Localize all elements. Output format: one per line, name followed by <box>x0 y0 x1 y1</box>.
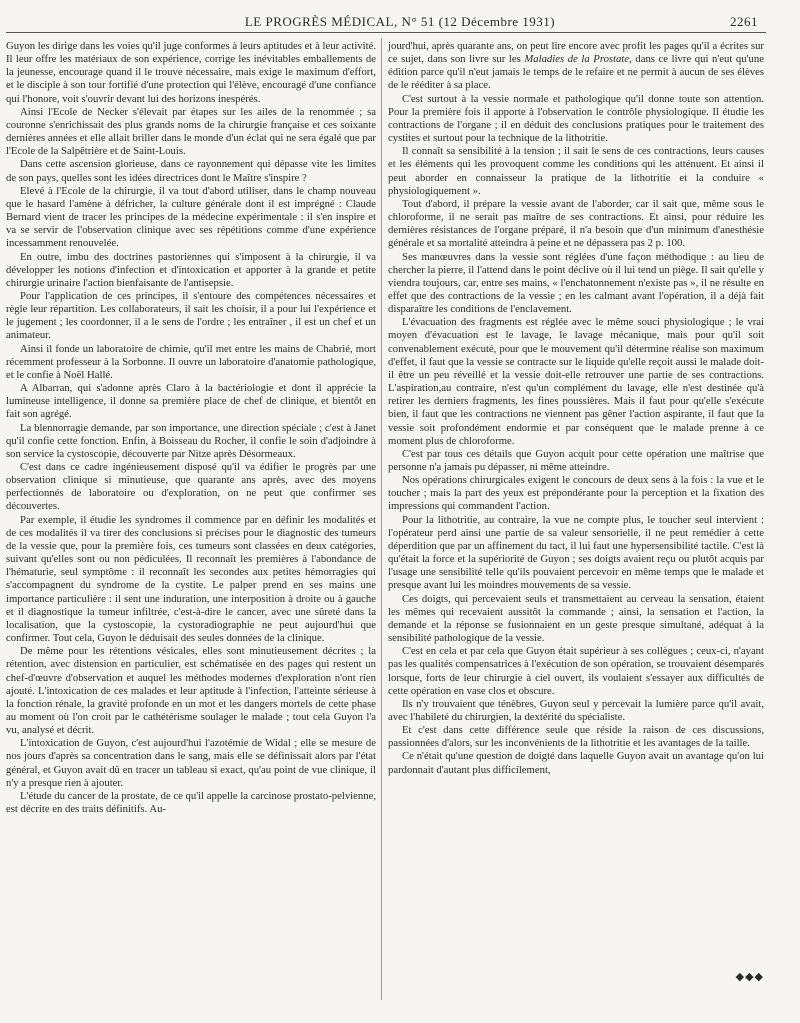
column-divider <box>381 38 382 1000</box>
end-ornament: ◆◆◆ <box>735 971 764 983</box>
paragraph: En outre, imbu des doctrines pastoriennes qui s'imposent à la chirurgie, il va développer les notions d'infection et d'intoxication et apporter à la grande et petite chirurgie urinaire l'action bienfaisante de l'antisepsie. <box>6 250 376 289</box>
paragraph: Nos opérations chirurgicales exigent le concours de deux sens à la fois : la vue et le toucher ; mais la part des yeux est prépondérante pour la perception et la fixation des impressions qui commandent l'action. <box>388 474 764 513</box>
page-number: 2261 <box>730 14 758 29</box>
paragraph: De même pour les rétentions vésicales, elles sont minutieusement décrites ; la rétention, avec distension en particulier, est schématisée en des pages qui restent un chef-d'œuvre d'observation et auquel les méthodes modernes d'exploration n'ont rien ajouté. L'intoxication de ces malades et leur aptitude à l'infection, l'atteinte sérieuse à la fonction rénale, la gravité profonde en un mot et les dangers mortels de cette phase au moment où l'on croit par le cathétérisme soulager le malade ; tout cela Guyon l'a vu, analysé et décrit. <box>6 645 376 737</box>
left-column <box>6 40 376 816</box>
paragraph: Guyon les dirige dans les voies qu'il juge conformes à leurs aptitudes et à leur activité. Il leur offre les matériaux de son expérience, corrige les inévitables emballements de la jeunesse, encourage quand il le trouve nécessaire, mais exige le maximum d'effort, et le disciple à son tour fortifié d'une protection qui l'élève, encouragé d'une confiance qui l'honore, voit s'ouvrir devant lui des horizons inespérés. <box>6 40 376 105</box>
text-run: , dans ce livre qui n'eut qu'une édition parce qu'il n'eut jamais le temps de le refaire et ne permit à aucun de ses élèves de le rééditer à sa place. <box>388 53 764 92</box>
paragraph: L'évacuation des fragments est réglée avec le même souci physiologique ; le vrai moyen d'évacuation est le lavage, le lavage mécanique, mais pour qu'il soit convenablement exécuté, pour que le mouvement qu'il détermine réalise son maximum d'effet, il faut que la vessie se contracte sur le liquide qu'elle reçoit aussi le malade doit-il être un peu réveillé et la vessie doit-elle retrouver une partie de ses contractions. L'aspiration,au contraire, n'est qu'un complément du lavage, elle n'est destinée qu'à retirer les derniers fragments, les fines poussières. Mais il faut pour qu'elle s'exécute bien, il faut que les contractions ne viennent pas gêner l'action aspirante, il faut que la vessie soit profondément endormie et par conséquent que le malade prenne à ce moment plus de chloroforme. <box>388 316 764 447</box>
right-column <box>388 40 764 777</box>
text-run: jourd'hui, après quarante ans, on peut lire encore avec profit les pages qu'il a écrites sur ce sujet, dans son livre sur les <box>388 40 764 66</box>
paragraph: Et c'est dans cette différence seule que réside la raison de ces discussions, passionnées d'alors, sur les inconvénients de la lithotritie et les avantages de la taille. <box>388 724 764 750</box>
book-title: Maladies de la Prostate <box>524 53 630 66</box>
paragraph: Tout d'abord, il prépare la vessie avant de l'aborder, car il sait que, même sous le chloroforme, il ne serait pas maître de ses contractions. Et ainsi, pour réduire les dernières résistances de l'organe préparé, il n'a besoin que d'un minimum d'anesthésie générale et sa mortalité atteindra à peine et ne dépassera pas 2 p. 100. <box>388 197 764 250</box>
paragraph: Ces doigts, qui percevaient seuls et transmettaient au cerveau la sensation, étaient les mêmes qui recevaient aussitôt la commande ; ainsi, la sensation et l'action, la demande et la réponse se fusionnaient en un geste presque simultané, adéquat à la sensibilité pathologique de la vessie. <box>388 592 764 645</box>
paragraph: Par exemple, il étudie les syndromes il commence par en définir les modalités et de ces modalités il va tirer des conclusions si précises pour le diagnostic des tumeurs de la vessie que, pour la première fois, ces tumeurs sont classées en deux catégories, suivant qu'elles sont ou non pédiculées. Il reconnaît les premières à l'abondance de l'hématurie, seul symptôme : il reconnaît les secondes aux petites hémorragies qui s'accompagnent du syndrome de la cystite. Le palper prend en ses mains une importance particulière : il sent une induration, une interposition à droite ou à gauche et il diagnostique la tumeur infiltrée, c'est-à-dire le cancer, avec une sûreté dans la localisation, que la cystoscopie, la cystoradiographie ne peut aujourd'hui que confirmer. Tout cela, Guyon le déduisait des seules données de la clinique. <box>6 513 376 645</box>
paragraph: Ses manœuvres dans la vessie sont réglées d'une façon méthodique : au lieu de chercher la pierre, il l'attend dans le point déclive où il lui tend un piège. Il sait qu'elle y viendra toujours, car, entre ses mains, « l'enchatonnement n'existe pas », il ne résulte en effet que des contractions de la vessie ; en les calmant avant l'opération, il a déjà fait disparaître les conditions de l'enclavement. <box>388 250 764 316</box>
paragraph: Ainsi il fonde un laboratoire de chimie, qu'il met entre les mains de Chabrié, mort récemment professeur à la Sorbonne. Il ouvre un laboratoire d'anatomie pathologique, et le confie à Noël Hallé. <box>6 342 376 381</box>
paragraph: Il connaît sa sensibilité à la tension ; il sait le sens de ces contractions, leurs causes et les éléments qui les provoquent comme les conditions qui les atténuent. Et ainsi il peut aborder en connaisseur la pratique de la lithotritie et la conduire « physiologiquement ». <box>388 145 764 197</box>
paragraph: Elevé à l'Ecole de la chirurgie, il va tout d'abord utiliser, dans le champ nouveau que le hasard l'amène à défricher, la culture générale dont il est imprégné : Claude Bernard vient de tracer les principes de la médecine expérimentale : il s'en inspire et va se servir de l'observation clinique avec ses répétitions comme d'une expérience incessamment renouvelée. <box>6 184 376 250</box>
paragraph <box>388 40 764 93</box>
paragraph: C'est en cela et par cela que Guyon était supérieur à ses collègues ; ceux-ci, n'ayant pas les qualités compensatrices à l'exécution de son opération, se trouvaient désemparés lorsque, forts de leur chirurgie à ciel ouvert, ils voulaient s'essayer aux difficultés de cette opération en vase clos et obscure. <box>388 645 764 697</box>
paragraph: Ainsi l'Ecole de Necker s'élevait par étapes sur les ailes de la renommée ; sa couronne s'enrichissait des plus grands noms de la chirurgie française et ces soixante dernières années et elle allait briller dans le monde d'un éclat qui ne sera égalé que par l'Ecole de la Salpêtrière et de Saint-Louis. <box>6 105 376 158</box>
paragraph: A Albarran, qui s'adonne après Claro à la bactériologie et dont il apprécie la lumineuse intelligence, il donne sa première place de chef de clinique, et bientôt en fait son agrégé. <box>6 382 376 421</box>
paragraph: Dans cette ascension glorieuse, dans ce rayonnement qui dépasse vite les limites de son pays, quelles sont les idées directrices dont le Maître s'inspire ? <box>6 158 376 184</box>
paragraph: Pour la lithotritie, au contraire, la vue ne compte plus, le toucher seul intervient : l'opérateur perd ainsi une partie de sa valeur sensorielle, il ne peut remédier à cette déperdition que par un affinement du tact, il lui faut une hypersensibilité tactile. C'est là qu'était la force et la supériorité de Guyon ; ses doigts avaient reçu ou plutôt acquis par l'usage une sensibilité telle qu'ils pouvaient percevoir en même temps que le malade et presque avant lui les moindres mouvements de sa vessie. <box>388 513 764 592</box>
paragraph: C'est par tous ces détails que Guyon acquit pour cette opération une maîtrise que personne n'a jamais pu dépasser, ni même atteindre. <box>388 447 764 473</box>
paragraph: La blennorragie demande, par son importance, une direction spéciale ; c'est à Janet qu'il confie cette fonction. Enfin, à Boisseau du Rocher, il confie le soin d'adjoindre à son service la cystoscopie, découverte par Nitze après Désormeaux. <box>6 421 376 460</box>
running-header <box>0 14 800 34</box>
paragraph: L'étude du cancer de la prostate, de ce qu'il appelle la carcinose prostato-pelvienne, est décrite en des traits définitifs. Au- <box>6 789 376 816</box>
paragraph: L'intoxication de Guyon, c'est aujourd'hui l'azotémie de Widal ; elle se mesure de nos jours d'après sa concentration dans le sang, mais elle se définissait alors par l'état général, et Guyon avait dû en tracer un tableau si exact, qu'au point de vue clinique, il n'y a presque rien à ajouter. <box>6 737 376 789</box>
journal-title: LE PROGRÈS MÉDICAL, N° 51 (12 Décembre 1931) <box>244 14 556 29</box>
paragraph: C'est surtout à la vessie normale et pathologique qu'il donne toute son attention. Pour la première fois il apporte à l'observation le contrôle physiologique. Il étudie les contractions de l'organe ; il en déduit des conclusions pratiques pour le traitement des cystites et surtout pour la technique de la lithotritie. <box>388 92 764 145</box>
header-rule <box>6 32 766 33</box>
paragraph: Pour l'application de ces principes, il s'entoure des compétences nécessaires et règle leur répartition. Les collaborateurs, il sait les choisir, il a pour lui l'expérience et le jugement ; les coordonner, il a le sens de l'ordre ; les entraîner , il est un chef et un animateur. <box>6 289 376 342</box>
paragraph: Ils n'y trouvaient que ténèbres, Guyon seul y percevait la lumière parce qu'il avait, avec l'habileté du chirurgien, la dextérité du spécialiste. <box>388 697 764 723</box>
paragraph: C'est dans ce cadre ingénieusement disposé qu'il va édifier le progrès par une observation clinique si minutieuse, que quarante ans après, avec des moyens perfectionnés de laboratoire ou d'exploration, on ne peut que confirmer ses découvertes. <box>6 461 376 513</box>
paragraph: Ce n'était qu'une question de doigté dans laquelle Guyon avait un avantage qu'on lui pardonnait d'autant plus difficilement, <box>388 750 764 776</box>
